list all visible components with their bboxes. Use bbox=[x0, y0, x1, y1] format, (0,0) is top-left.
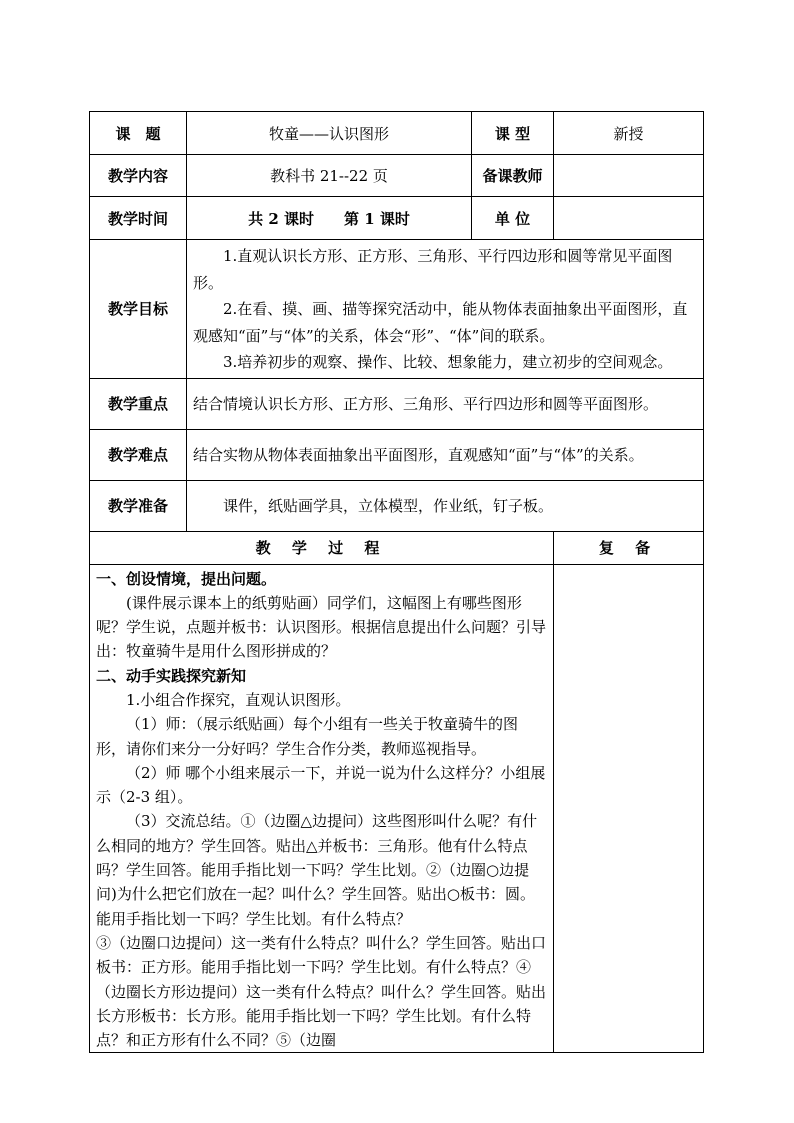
time-value: 共 2 课时 第 1 课时 bbox=[187, 197, 472, 240]
key-points-value: 结合情境认识长方形、正方形、三角形、平行四边形和圆等平面图形。 bbox=[187, 378, 704, 429]
paragraph: (课件展示课本上的纸剪贴画）同学们，这幅图上有哪些图形呢？学生说，点题并板书：认识图形。根据信息提出什么问题？引导出：牧童骑牛是用什么图形拼成的？ bbox=[96, 593, 547, 661]
difficulties-label: 教学难点 bbox=[90, 429, 187, 480]
goals-label: 教学目标 bbox=[90, 240, 187, 379]
type-value: 新授 bbox=[554, 112, 704, 155]
unit-label: 单 位 bbox=[472, 197, 554, 240]
course-row bbox=[90, 112, 704, 155]
process-content bbox=[90, 564, 554, 1053]
course-label: 课 题 bbox=[90, 112, 187, 155]
preparation-label: 教学准备 bbox=[90, 480, 187, 531]
content-value: 教科书 21--22 页 bbox=[187, 155, 472, 197]
section-title: 二、动手实践探究新知 bbox=[96, 666, 247, 685]
goal-item: 3.培养初步的观察、操作、比较、想象能力，建立初步的空间观念。 bbox=[223, 353, 673, 371]
time-row bbox=[90, 197, 704, 240]
course-title: 牧童——认识图形 bbox=[187, 112, 472, 155]
process-label: 教 学 过 程 bbox=[90, 531, 554, 564]
section-title: 一、创设情境，提出问题。 bbox=[96, 569, 277, 588]
preparation-value: 课件，纸贴画学具，立体模型，作业纸，钉子板。 bbox=[187, 480, 704, 531]
goals-content bbox=[187, 240, 704, 379]
teacher-label: 备课教师 bbox=[472, 155, 554, 197]
teacher-value bbox=[554, 155, 704, 197]
difficulties-row bbox=[90, 429, 704, 480]
process-body-row bbox=[90, 564, 704, 1053]
time-label: 教学时间 bbox=[90, 197, 187, 240]
key-points-row bbox=[90, 378, 704, 429]
process-header-row bbox=[90, 531, 704, 564]
goals-row bbox=[90, 240, 704, 379]
content-row bbox=[90, 155, 704, 197]
goal-item: 2.在看、摸、画、描等探究活动中，能从物体表面抽象出平面图形，直观感知“面”与“体”的关系，体会“形”、“体”间的联系。 bbox=[193, 300, 688, 345]
unit-value bbox=[554, 197, 704, 240]
paragraph: ③（边圈口边提问）这一类有什么特点？叫什么？学生回答。贴出口板书：正方形。能用手指比划一下吗？学生比划。有什么特点？④（边圈长方形边提问）这一类有什么特点？叫什么？学生回答。贴出长方形板书：长方形。能用手指比划一下吗？学生比划。有什么特点？和正方形有什么不同？⑤（边圈 bbox=[96, 933, 547, 1050]
paragraph: （3）交流总结。①（边圈△边提问）这些图形叫什么呢？有什么相同的地方？学生回答。贴出△并板书：三角形。他有什么特点吗？学生回答。能用手指比划一下吗？学生比划。②（边圈○边提问)为什么把它们放在一起？叫什么？学生回答。贴出○板书：圆。能用手指比划一下吗？学生比划。有什么特点？ bbox=[96, 812, 538, 928]
type-label: 课 型 bbox=[472, 112, 554, 155]
lesson-plan-sheet bbox=[89, 111, 703, 1053]
review-label: 复 备 bbox=[554, 531, 704, 564]
paragraph: 1.小组合作探究，直观认识图形。 bbox=[126, 690, 351, 709]
preparation-row bbox=[90, 480, 704, 531]
difficulties-value: 结合实物从物体表面抽象出平面图形，直观感知“面”与“体”的关系。 bbox=[187, 429, 704, 480]
paragraph: （2）师 哪个小组来展示一下，并说一说为什么这样分？小组展示（2-3 组）。 bbox=[96, 763, 546, 807]
content-label: 教学内容 bbox=[90, 155, 187, 197]
key-points-label: 教学重点 bbox=[90, 378, 187, 429]
lesson-plan-table bbox=[89, 111, 704, 1053]
review-content bbox=[554, 564, 704, 1053]
goal-item: 1.直观认识长方形、正方形、三角形、平行四边形和圆等常见平面图形。 bbox=[193, 247, 673, 292]
paragraph: （1）师：（展示纸贴画）每个小组有一些关于牧童骑牛的图形，请你们来分一分好吗？学生合作分类，教师巡视指导。 bbox=[96, 715, 519, 758]
